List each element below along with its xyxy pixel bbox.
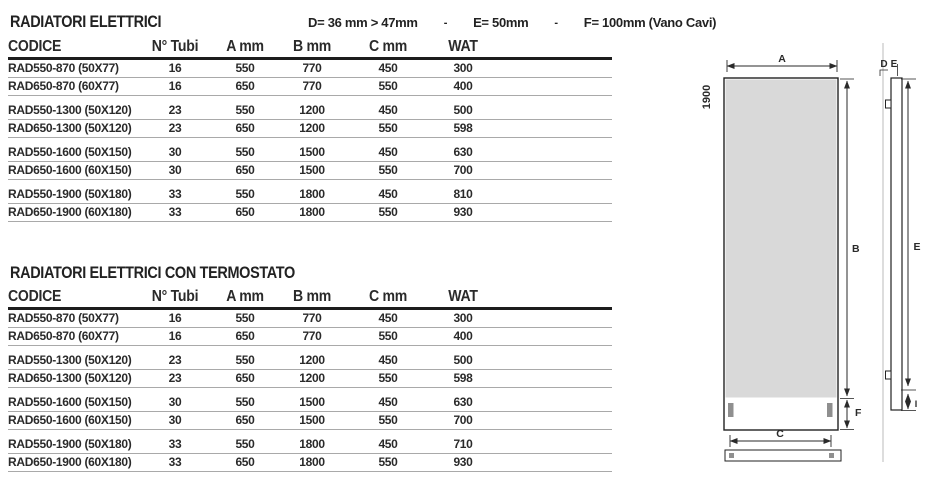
table-row — [8, 144, 612, 162]
column-header-wat: WAT — [448, 288, 478, 305]
cell-codice: RAD550-1900 (50X180) — [8, 187, 132, 201]
left-foot — [728, 403, 734, 417]
dim-f-info: F= 100mm (Vano Cavi) — [583, 15, 717, 30]
cell-value: 598 — [453, 371, 473, 385]
cell-value: 550 — [235, 187, 255, 201]
cell-codice: RAD650-1600 (60X150) — [8, 163, 132, 177]
radiator-panel — [726, 80, 837, 398]
cell-codice: RAD550-870 (50X77) — [8, 311, 119, 325]
dim-i-label: I — [914, 399, 918, 409]
cell-filler — [494, 78, 612, 95]
dim-f-label: F — [855, 407, 862, 419]
column-header-a-mm: A mm — [226, 288, 264, 305]
cell-value: 33 — [168, 455, 182, 469]
table1-title: RADIATORI ELETTRICI — [10, 12, 162, 31]
dim-e-top-label: E — [890, 59, 898, 70]
table-row — [8, 102, 612, 120]
dim-d-bracket — [880, 70, 888, 76]
cell-value: 16 — [168, 311, 182, 325]
cell-value: 1800 — [299, 205, 325, 219]
column-header-b-mm: B mm — [292, 288, 332, 305]
electric-radiators-table — [8, 37, 612, 222]
cell-value: 30 — [168, 145, 182, 159]
cell-value: 550 — [378, 121, 398, 135]
column-header-b-mm: B mm — [292, 38, 332, 55]
cell-value: 16 — [168, 61, 182, 75]
cell-value: 550 — [235, 103, 255, 117]
cell-filler — [494, 310, 612, 327]
cell-value: 550 — [378, 79, 398, 93]
cell-value: 1800 — [299, 455, 325, 469]
cell-value: 710 — [453, 437, 473, 451]
cell-value: 400 — [453, 79, 473, 93]
column-header-filler — [501, 306, 605, 307]
cell-codice: RAD550-1300 (50X120) — [8, 103, 132, 117]
cell-value: 30 — [168, 163, 182, 177]
cell-value: 23 — [168, 103, 182, 117]
column-header-c-mm: C mm — [368, 288, 408, 305]
cell-filler — [494, 436, 612, 453]
table-header-row — [8, 37, 612, 60]
cell-filler — [494, 412, 612, 429]
cell-value: 650 — [235, 163, 255, 177]
column-header-tubi: N° Tubi — [151, 38, 199, 55]
cell-value: 930 — [453, 205, 473, 219]
table-row — [8, 162, 612, 180]
table-row — [8, 120, 612, 138]
cell-value: 500 — [453, 103, 473, 117]
table-row — [8, 352, 612, 370]
cell-codice: RAD550-1300 (50X120) — [8, 353, 132, 367]
column-header-c-mm: C mm — [368, 38, 408, 55]
table-row — [8, 186, 612, 204]
dim-d-info: D= 36 mm > 47mm — [308, 15, 418, 30]
cell-value: 650 — [235, 205, 255, 219]
column-header-filler — [501, 56, 605, 57]
cell-value: 550 — [378, 371, 398, 385]
cell-value: 450 — [378, 311, 398, 325]
cell-codice: RAD550-1900 (50X180) — [8, 437, 132, 451]
cell-value: 550 — [235, 395, 255, 409]
dim-a-label: A — [778, 53, 786, 65]
table-row — [8, 60, 612, 78]
dim-e-info: E= 50mm — [473, 15, 529, 30]
table-row — [8, 328, 612, 346]
cell-value: 33 — [168, 437, 182, 451]
cell-value: 450 — [378, 395, 398, 409]
column-header-codice: CODICE — [8, 38, 62, 55]
cell-filler — [494, 328, 612, 345]
cell-value: 450 — [378, 353, 398, 367]
cell-value: 650 — [235, 121, 255, 135]
cell-value: 550 — [235, 311, 255, 325]
cell-value: 1200 — [299, 371, 325, 385]
cell-filler — [494, 186, 612, 203]
dim-d-label: D — [880, 59, 888, 70]
bracket-screw-left — [729, 453, 734, 458]
cell-filler — [494, 120, 612, 137]
table-row — [8, 412, 612, 430]
column-header-wat: WAT — [448, 38, 478, 55]
cell-value: 1500 — [299, 413, 325, 427]
cell-filler — [494, 204, 612, 221]
cell-value: 23 — [168, 371, 182, 385]
table-row — [8, 78, 612, 96]
cell-value: 550 — [378, 329, 398, 343]
front-view — [701, 53, 862, 461]
cell-codice: RAD650-1900 (60X180) — [8, 455, 132, 469]
cell-value: 650 — [235, 329, 255, 343]
cell-filler — [494, 352, 612, 369]
cell-value: 1800 — [299, 437, 325, 451]
cell-value: 770 — [302, 311, 322, 325]
cell-value: 16 — [168, 329, 182, 343]
dim-c-label: C — [776, 428, 784, 440]
cell-filler — [494, 162, 612, 179]
cell-value: 650 — [235, 455, 255, 469]
cell-value: 550 — [378, 413, 398, 427]
side-outline — [891, 78, 902, 410]
cell-filler — [494, 60, 612, 77]
cell-value: 450 — [378, 187, 398, 201]
cell-value: 810 — [453, 187, 473, 201]
cell-value: 650 — [235, 371, 255, 385]
column-header-tubi: N° Tubi — [151, 288, 199, 305]
side-view — [880, 43, 921, 462]
cell-value: 450 — [378, 103, 398, 117]
bracket-bar — [725, 450, 841, 461]
info-separator: - — [554, 16, 558, 29]
bracket-screw-right — [829, 453, 834, 458]
cell-value: 930 — [453, 455, 473, 469]
table-body — [8, 60, 612, 222]
cell-value: 450 — [378, 61, 398, 75]
table-row — [8, 204, 612, 222]
cell-value: 650 — [235, 413, 255, 427]
cell-value: 770 — [302, 329, 322, 343]
right-foot — [827, 403, 833, 417]
cell-codice: RAD550-870 (50X77) — [8, 61, 119, 75]
cell-value: 770 — [302, 79, 322, 93]
cell-value: 1800 — [299, 187, 325, 201]
cell-codice: RAD650-1900 (60X180) — [8, 205, 132, 219]
cell-value: 550 — [235, 61, 255, 75]
cell-value: 700 — [453, 163, 473, 177]
table-row — [8, 370, 612, 388]
radiator-dimension-diagram — [690, 0, 929, 482]
cell-value: 1500 — [299, 163, 325, 177]
info-separator: - — [443, 16, 448, 29]
cell-codice: RAD550-1600 (50X150) — [8, 395, 132, 409]
cell-value: 550 — [378, 205, 398, 219]
cell-value: 650 — [235, 79, 255, 93]
cell-value: 550 — [235, 437, 255, 451]
dim-e-label: E — [913, 241, 921, 253]
cell-value: 300 — [453, 61, 473, 75]
cell-value: 1200 — [299, 353, 325, 367]
wall-tab-bottom — [886, 371, 892, 379]
cell-codice: RAD650-1300 (50X120) — [8, 121, 132, 135]
table-body — [8, 310, 612, 472]
cell-value: 770 — [302, 61, 322, 75]
thermostat-radiators-table — [8, 287, 612, 472]
table-header-row — [8, 287, 612, 310]
cell-value: 300 — [453, 311, 473, 325]
cell-filler — [494, 394, 612, 411]
cell-value: 1500 — [299, 395, 325, 409]
cell-value: 1200 — [299, 103, 325, 117]
cell-filler — [494, 370, 612, 387]
table-row — [8, 394, 612, 412]
table-row — [8, 454, 612, 472]
cell-value: 1500 — [299, 145, 325, 159]
column-header-a-mm: A mm — [226, 38, 264, 55]
cell-value: 33 — [168, 205, 182, 219]
cell-value: 16 — [168, 79, 182, 93]
cell-value: 630 — [453, 145, 473, 159]
table2-title: RADIATORI ELETTRICI CON TERMOSTATO — [10, 263, 295, 282]
cell-value: 450 — [378, 145, 398, 159]
cell-filler — [494, 102, 612, 119]
cell-value: 1200 — [299, 121, 325, 135]
cell-value: 30 — [168, 413, 182, 427]
cell-codice: RAD550-1600 (50X150) — [8, 145, 132, 159]
column-header-codice: CODICE — [8, 288, 62, 305]
cell-value: 33 — [168, 187, 182, 201]
dim-b-label: B — [852, 243, 860, 255]
cell-value: 700 — [453, 413, 473, 427]
dimension-info-line — [308, 15, 716, 30]
cell-value: 30 — [168, 395, 182, 409]
cell-value: 630 — [453, 395, 473, 409]
cell-value: 550 — [235, 145, 255, 159]
cell-value: 23 — [168, 353, 182, 367]
wall-tab-top — [886, 100, 892, 108]
cell-value: 550 — [378, 455, 398, 469]
cell-value: 500 — [453, 353, 473, 367]
cell-value: 400 — [453, 329, 473, 343]
overall-height-label: 1900 — [701, 84, 713, 110]
cell-codice: RAD650-870 (60X77) — [8, 329, 119, 343]
cell-filler — [494, 454, 612, 471]
cell-codice: RAD650-870 (60X77) — [8, 79, 119, 93]
cell-value: 550 — [378, 163, 398, 177]
cell-filler — [494, 144, 612, 161]
cell-codice: RAD650-1300 (50X120) — [8, 371, 132, 385]
cell-value: 23 — [168, 121, 182, 135]
table-row — [8, 310, 612, 328]
cell-value: 598 — [453, 121, 473, 135]
cell-value: 450 — [378, 437, 398, 451]
table-row — [8, 436, 612, 454]
cell-value: 550 — [235, 353, 255, 367]
cell-codice: RAD650-1600 (60X150) — [8, 413, 132, 427]
